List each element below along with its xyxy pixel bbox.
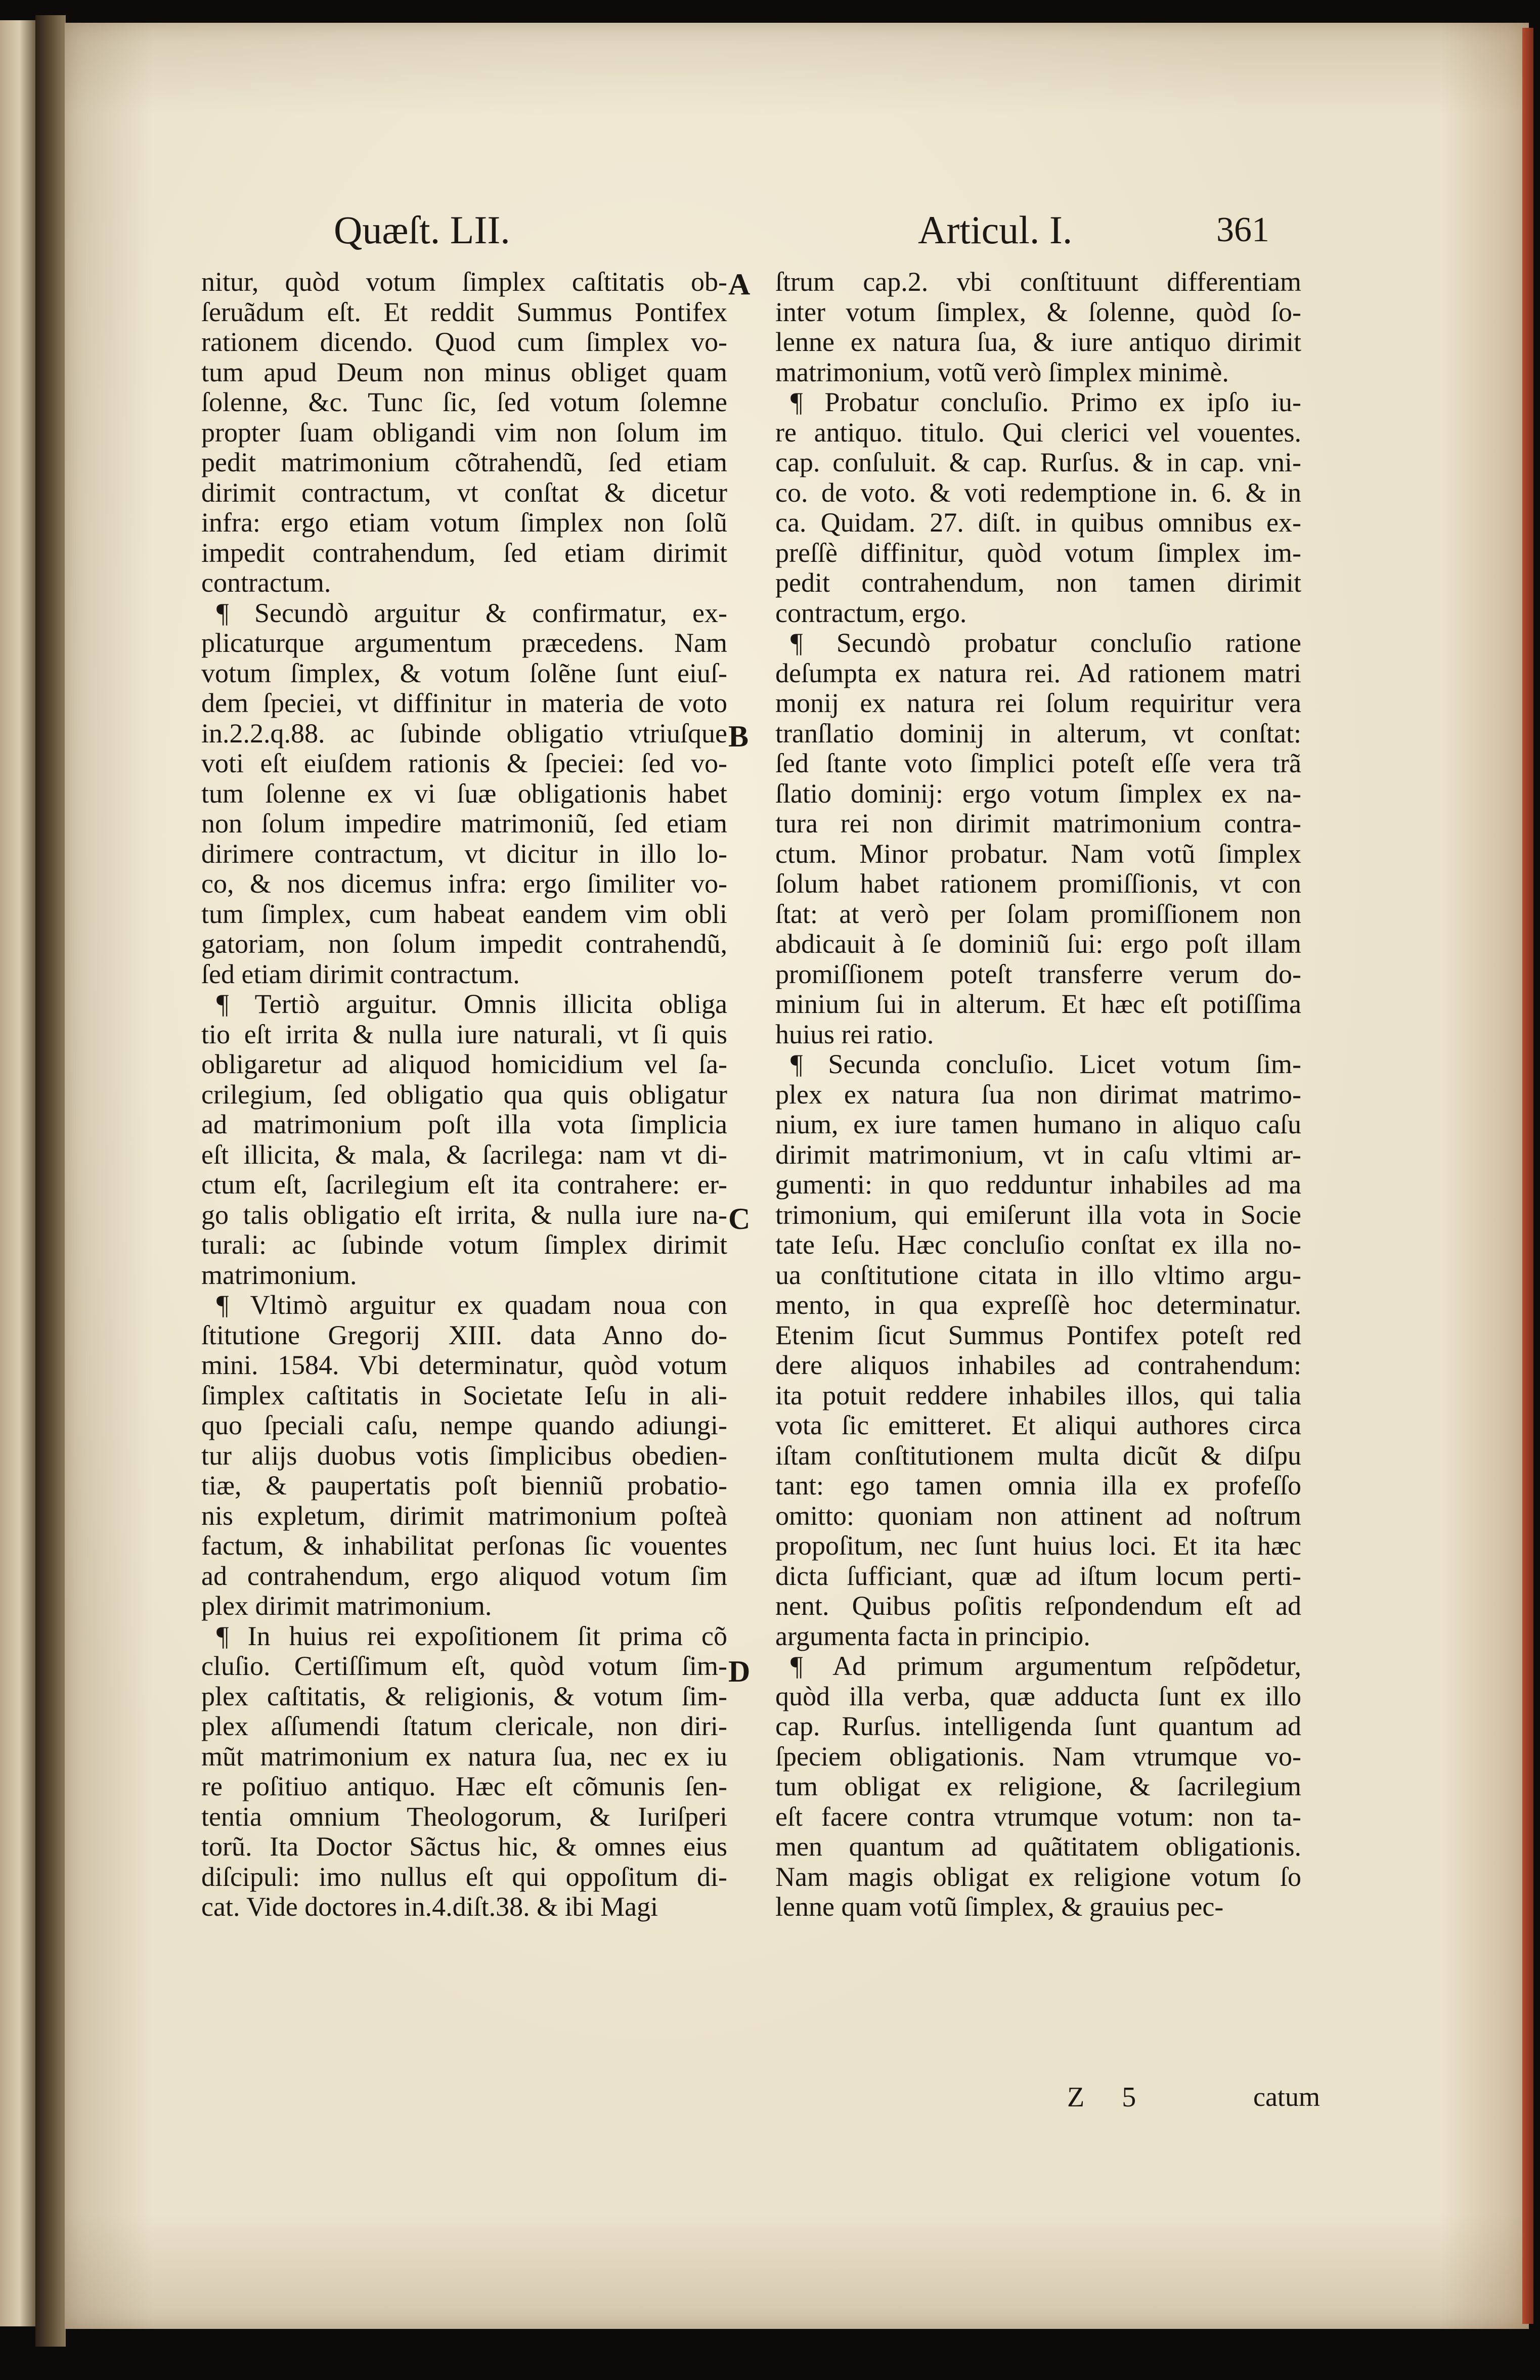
text-line: vota ſic emitteret. Et aliqui authores circa	[775, 1410, 1301, 1440]
text-line: omitto: quoniam non attinent ad noſtrum	[775, 1500, 1301, 1531]
text-line: re poſitiuo antiquo. Hæc eſt cõmunis ſen-	[201, 1771, 727, 1801]
text-line: quòd illa verba, quæ adducta ſunt ex illo	[775, 1681, 1301, 1711]
text-line: dirimit contractum, vt conſtat & dicetur	[201, 477, 727, 508]
text-line: torũ. Ita Doctor Sãctus hic, & omnes eius	[201, 1831, 727, 1862]
text-line: ſed etiam dirimit contractum.	[201, 958, 520, 989]
text-line: deſumpta ex natura rei. Ad rationem matri	[775, 657, 1301, 688]
text-line: tum ſolenne ex vi ſuæ obligationis habet	[201, 778, 727, 809]
text-line: eſt illicita, & mala, & ſacrilega: nam vt di-	[201, 1139, 727, 1170]
text-line: ſtat: at verò per ſolam promiſſionem non	[775, 898, 1301, 929]
text-line: Etenim ſicut Summus Pontifex poteſt red	[775, 1319, 1301, 1350]
text-line: lenne ex natura ſua, & iure antiquo dirimit	[775, 327, 1301, 357]
text-line: tum ſimplex, cum habeat eandem vim obli	[201, 898, 727, 929]
text-line: pedit contrahendum, non tamen dirimit	[775, 567, 1301, 598]
section-mark-a: A	[728, 268, 751, 301]
text-line: cat. Vide doctores in.4.diſt.38. & ibi Magi	[201, 1891, 658, 1922]
text-line: ſolenne, &c. Tunc ſic, ſed votum ſolemne	[201, 387, 727, 417]
text-line: tura rei non dirimit matrimonium contra-	[775, 808, 1301, 839]
catchword: catum	[1253, 2082, 1320, 2112]
text-line: factum, & inhabilitat perſonas ſic vouentes	[201, 1530, 727, 1561]
text-line: ſlatio dominij: ergo votum ſimplex ex na-	[775, 778, 1301, 809]
text-line: plex dirimit matrimonium.	[201, 1591, 492, 1621]
text-line: ſolum habet rationem promiſſionis, vt con	[775, 868, 1301, 899]
page-number: 361	[1216, 210, 1269, 249]
left-column	[201, 267, 727, 1922]
text-line: ſtrum cap.2. vbi conſtituunt differentiam	[775, 267, 1301, 297]
text-line: ua conſtitutione citata in illo vltimo argu-	[775, 1259, 1301, 1290]
running-head-right: Articul. I.	[918, 208, 1073, 252]
text-line: votum ſimplex, & votum ſolẽne ſunt eiuſ-	[201, 657, 727, 688]
text-line: ca. Quidam. 27. diſt. in quibus omnibus ex-	[775, 507, 1301, 538]
section-mark-d: D	[728, 1655, 751, 1688]
text-line: promiſſionem poteſt transferre verum do-	[775, 958, 1301, 989]
text-line: matrimonium.	[201, 1259, 357, 1290]
text-line: men quantum ad quãtitatem obligationis.	[775, 1831, 1301, 1862]
text-line: dicta ſufficiant, quæ ad iſtum locum perti-	[775, 1560, 1301, 1591]
text-line: plex caſtitatis, & religionis, & votum ſim-	[201, 1681, 727, 1711]
text-line: plicaturque argumentum præcedens. Nam	[201, 628, 727, 658]
text-line: in.2.2.q.88. ac ſubinde obligatio vtriuſque	[201, 718, 727, 748]
text-line: ctum eſt, ſacrilegium eſt ita contrahere: er-	[201, 1169, 727, 1200]
text-line: minium ſui in alterum. Et hæc eſt potiſſima	[775, 989, 1301, 1019]
text-line: inter votum ſimplex, & ſolenne, quòd ſo-	[775, 296, 1301, 327]
text-line: ¶ Ad primum argumentum reſpõdetur,	[790, 1651, 1301, 1681]
text-line: nium, ex iure tamen humano in aliquo caſu	[775, 1109, 1301, 1139]
text-line: tiæ, & paupertatis poſt bienniũ probatio-	[201, 1470, 727, 1501]
text-line: argumenta facta in principio.	[775, 1620, 1090, 1651]
text-line: nis expletum, dirimit matrimonium poſteà	[201, 1500, 727, 1531]
text-line: nent. Quibus poſitis reſpondendum eſt ad	[775, 1591, 1301, 1621]
text-line: mini. 1584. Vbi determinatur, quòd votum	[201, 1350, 727, 1380]
text-line: crilegium, ſed obligatio qua quis obligatur	[201, 1079, 727, 1110]
text-line: monij ex natura rei ſolum requiritur vera	[775, 688, 1301, 718]
text-line: dirimit matrimonium, vt in caſu vltimi ar-	[775, 1139, 1301, 1170]
book-gutter	[35, 15, 66, 2347]
text-line: turali: ac ſubinde votum ſimplex dirimit	[201, 1229, 727, 1260]
text-line: ¶ Secunda concluſio. Licet votum ſim-	[790, 1049, 1301, 1079]
section-mark-b: B	[728, 720, 749, 753]
text-line: ¶ Vltimò arguitur ex quadam noua con	[216, 1290, 727, 1320]
text-line: iſtam conſtitutionem multa dicũt & diſpu	[775, 1440, 1301, 1471]
text-line: gumenti: in quo redduntur inhabiles ad ma	[775, 1169, 1301, 1200]
text-line: pedit matrimonium cõtrahendũ, ſed etiam	[201, 447, 727, 477]
facing-page-edge	[0, 20, 35, 2326]
text-line: contractum, ergo.	[775, 597, 967, 628]
text-line: tur alijs duobus votis ſimplicibus obedien-	[201, 1440, 727, 1471]
text-line: ita potuit reddere inhabiles illos, qui talia	[775, 1380, 1301, 1411]
text-line: tum obligat ex religione, & ſacrilegium	[775, 1771, 1301, 1801]
text-line: diſcipuli: imo nullus eſt qui oppoſitum di-	[201, 1861, 727, 1892]
text-line: plex ex natura ſua non dirimat matrimo-	[775, 1079, 1301, 1110]
text-line: nitur, quòd votum ſimplex caſtitatis ob-	[201, 267, 727, 297]
text-line: ſimplex caſtitatis in Societate Ieſu in ali-	[201, 1380, 727, 1411]
text-line: preſſè diffinitur, quòd votum ſimplex im-	[775, 537, 1301, 568]
text-line: ¶ Secundò probatur concluſio ratione	[790, 628, 1301, 658]
text-line: ſtitutione Gregorij XIII. data Anno do-	[201, 1319, 727, 1350]
text-line: tentia omnium Theologorum, & Iuriſperi	[201, 1801, 727, 1832]
right-column	[775, 267, 1301, 1922]
text-line: cluſio. Certiſſimum eſt, quòd votum ſim-	[201, 1651, 727, 1681]
text-line: tate Ieſu. Hæc concluſio conſtat ex illa no-	[775, 1229, 1301, 1260]
text-line: mento, in qua expreſſè hoc determinatur.	[775, 1290, 1301, 1320]
text-line: rationem dicendo. Quod cum ſimplex vo-	[201, 327, 727, 357]
text-line: ¶ In huius rei expoſitionem ſit prima cõ	[216, 1620, 727, 1651]
text-line: ¶ Secundò arguitur & confirmatur, ex-	[216, 597, 727, 628]
text-line: ¶ Tertiò arguitur. Omnis illicita obliga	[216, 989, 727, 1019]
text-line: ſed ſtante voto ſimplici poteſt eſſe vera trã	[775, 748, 1301, 778]
text-line: ad matrimonium poſt illa vota ſimplicia	[201, 1109, 727, 1139]
text-line: non ſolum impedire matrimoniũ, ſed etiam	[201, 808, 727, 839]
text-line: tum apud Deum non minus obliget quam	[201, 357, 727, 387]
text-line: co, & nos dicemus infra: ergo ſimiliter vo-	[201, 868, 727, 899]
text-line: go talis obligatio eſt irrita, & nulla iure na-	[201, 1199, 727, 1230]
text-line: Nam magis obligat ex religione votum ſo	[775, 1861, 1301, 1892]
text-line: cap. Rurſus. intelligenda ſunt quantum ad	[775, 1711, 1301, 1741]
text-line: impedit contrahendum, ſed etiam dirimit	[201, 537, 727, 568]
text-line: voti eſt eiuſdem rationis & ſpeciei: ſed vo-	[201, 748, 727, 778]
text-line: propoſitum, nec ſunt huius loci. Et ita hæc	[775, 1530, 1301, 1561]
text-line: plex aſſumendi ſtatum clericale, non diri-	[201, 1711, 727, 1741]
text-line: mũt matrimonium ex natura ſua, nec ex iu	[201, 1741, 727, 1772]
text-line: dirimere contractum, vt dicitur in illo lo-	[201, 838, 727, 869]
text-line: tant: ego tamen omnia illa ex profeſſo	[775, 1470, 1301, 1501]
text-line: gatoriam, non ſolum impedit contrahendũ,	[201, 929, 727, 959]
section-mark-c: C	[728, 1202, 751, 1236]
signature-mark: Z 5	[1067, 2082, 1152, 2113]
text-line: abdicauit à ſe dominiũ ſui: ergo poſt illam	[775, 929, 1301, 959]
text-line: lenne quam votũ ſimplex, & grauius pec-	[775, 1891, 1224, 1922]
text-line: cap. conſuluit. & cap. Rurſus. & in cap. vni-	[775, 447, 1301, 477]
text-line: co. de voto. & voti redemptione in. 6. & in	[775, 477, 1301, 508]
text-line: ctum. Minor probatur. Nam votũ ſimplex	[775, 838, 1301, 869]
text-line: ſpeciem obligationis. Nam vtrumque vo-	[775, 1741, 1301, 1772]
text-line: propter ſuam obligandi vim non ſolum im	[201, 417, 727, 448]
text-line: tranſlatio dominij in alterum, vt conſtat:	[775, 718, 1301, 748]
text-line: obligaretur ad aliquod homicidium vel ſa-	[201, 1049, 727, 1079]
text-line: ad contrahendum, ergo aliquod votum ſim	[201, 1560, 727, 1591]
text-line: dem ſpeciei, vt diffinitur in materia de voto	[201, 688, 727, 718]
text-line: contractum.	[201, 567, 331, 598]
page-edge	[1522, 28, 1533, 2324]
text-line: ¶ Probatur concluſio. Primo ex ipſo iu-	[790, 387, 1301, 417]
text-line: matrimonium, votũ verò ſimplex minimè.	[775, 357, 1229, 387]
text-line: trimonium, qui emiſerunt illa vota in Socie	[775, 1199, 1301, 1230]
text-line: infra: ergo etiam votum ſimplex non ſolũ	[201, 507, 727, 538]
running-head-left: Quæſt. LII.	[334, 208, 510, 252]
text-line: huius rei ratio.	[775, 1019, 934, 1049]
text-line: dere aliquos inhabiles ad contrahendum:	[775, 1350, 1301, 1380]
text-line: re antiquo. titulo. Qui clerici vel vouentes.	[775, 417, 1301, 448]
text-line: tio eſt irrita & nulla iure naturali, vt ſi quis	[201, 1019, 727, 1049]
text-line: ſeruãdum eſt. Et reddit Summus Pontifex	[201, 296, 727, 327]
text-line: eſt facere contra vtrumque votum: non ta-	[775, 1801, 1301, 1832]
text-line: quo ſpeciali caſu, nempe quando adiungi-	[201, 1410, 727, 1440]
